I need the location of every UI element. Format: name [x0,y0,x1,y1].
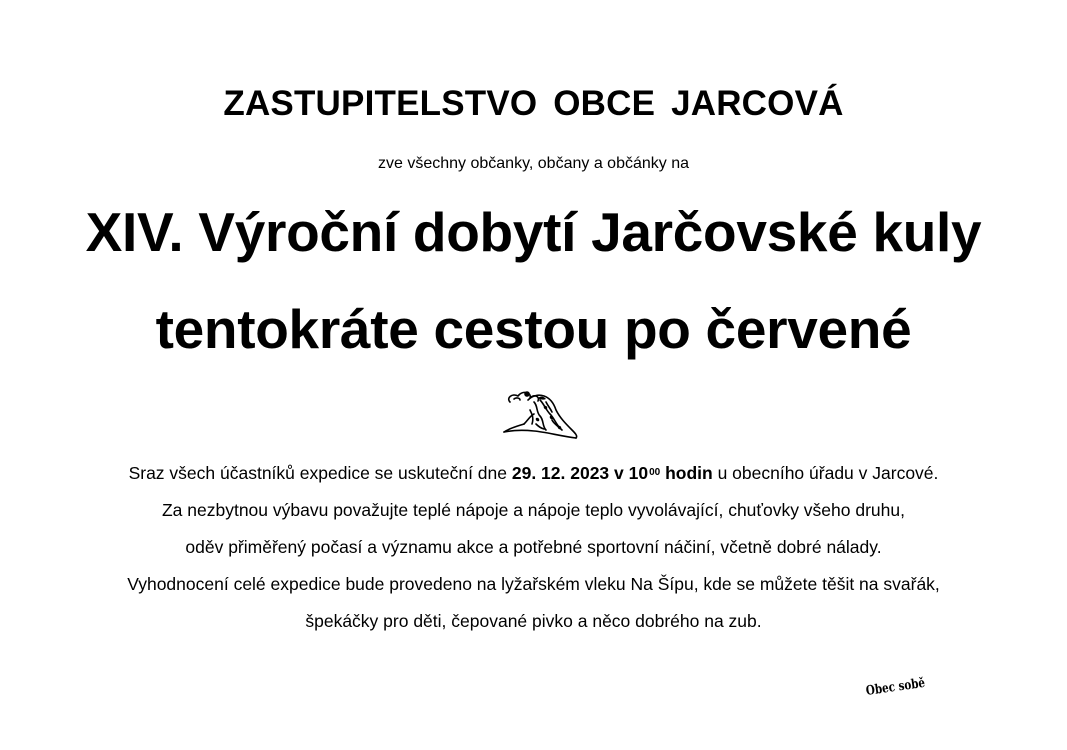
evaluation-line-2: špekáčky pro děti, čepované pivko a něco dobrého na zub. [305,611,762,631]
meeting-time-line [0,463,1067,484]
hill-sketch-icon [500,380,582,442]
evaluation-line-1: Vyhodnocení celé expedice bude provedeno na lyžařském vleku Na Šípu, kde se můžete těšit na svařák, [127,574,940,594]
meeting-minutes: 00 [649,467,661,478]
signature: Obec sobě [864,675,927,699]
organization-title: ZASTUPITELSTVO OBCE JARCOVÁ [223,84,844,123]
invitation-line: zve všechny občanky, občany a občánky na [378,155,689,172]
meeting-hours-word: hodin [660,463,713,483]
event-title-line-2: tentokráte cestou po červené [155,298,912,360]
equipment-line-2: oděv přiměřený počasí a významu akce a potřebné sportovní náčiní, včetně dobré nálady. [185,537,882,557]
meeting-text-prefix: Sraz všech účastníků expedice se uskuteční dne [128,463,512,483]
meeting-location: u obecního úřadu v Jarcové. [712,463,939,483]
meeting-date: 29. 12. 2023 v 10 [511,463,649,483]
event-title-line-1: XIV. Výroční dobytí Jarčovské kuly [85,201,982,263]
equipment-line-1: Za nezbytnou výbavu považujte teplé nápoje a nápoje teplo vyvolávající, chuťovky všeho druhu, [161,500,905,520]
